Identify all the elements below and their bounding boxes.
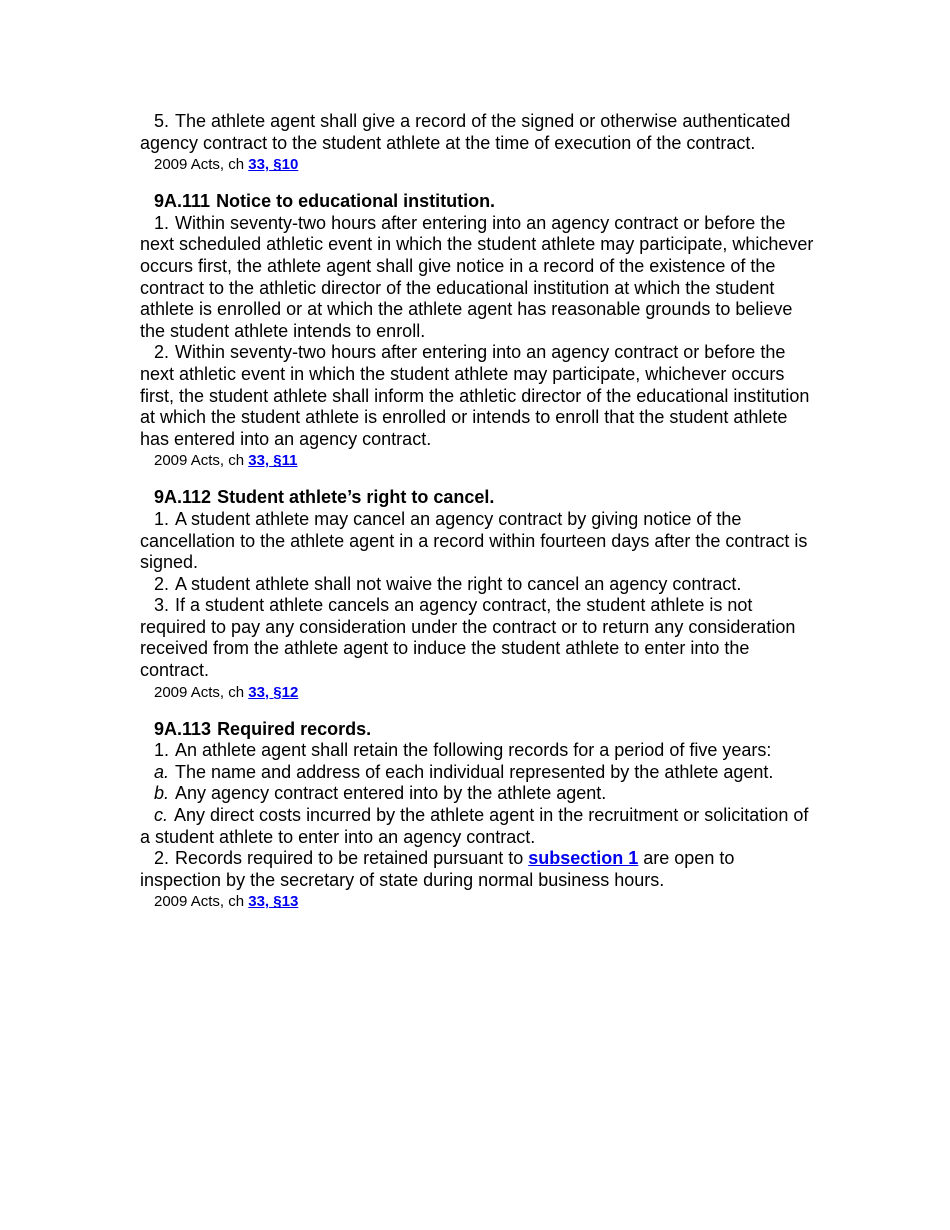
history-note (140, 893, 820, 911)
paragraph (140, 111, 820, 154)
section-heading (140, 191, 820, 213)
paragraph-text-after: are open to inspection by the secretary of state during normal business hours. (140, 848, 735, 890)
section-title: Student athlete’s right to cancel. (217, 487, 495, 508)
paragraph-number: 2. (154, 573, 170, 594)
paragraph-text: The athlete agent shall give a record of the signed or otherwise authenticated agency contract to the student athlete at the time of execution of the contract. (140, 111, 791, 153)
history-link[interactable]: 33, §12 (248, 683, 299, 701)
history-prefix: 2009 Acts, ch (154, 452, 249, 470)
paragraph-number: 1. (154, 508, 170, 529)
paragraph (140, 740, 820, 762)
history-link[interactable]: 33, §10 (248, 156, 299, 174)
paragraph (140, 574, 820, 596)
section-title: Required records. (217, 718, 372, 739)
paragraph (140, 783, 820, 805)
history-prefix: 2009 Acts, ch (154, 683, 249, 701)
section-heading (140, 487, 820, 509)
statute-page (140, 111, 820, 911)
section-number: 9A.113 (154, 718, 212, 739)
paragraph (140, 213, 820, 343)
paragraph-letter: c. (154, 805, 169, 826)
section-title: Notice to educational institution. (216, 191, 496, 212)
paragraph (140, 762, 820, 784)
paragraph (140, 509, 820, 574)
section-number: 9A.112 (154, 487, 212, 508)
paragraph-text: An athlete agent shall retain the following records for a period of five years: (175, 740, 772, 761)
paragraph (140, 595, 820, 681)
history-prefix: 2009 Acts, ch (154, 156, 249, 174)
paragraph (140, 848, 820, 891)
history-prefix: 2009 Acts, ch (154, 893, 249, 911)
history-link[interactable]: 33, §11 (248, 452, 298, 470)
paragraph-number: 2. (154, 342, 170, 363)
paragraph-text: Any direct costs incurred by the athlete agent in the recruitment or solicitation of a student athlete to enter into an agency contract. (140, 805, 809, 847)
paragraph-text: The name and address of each individual represented by the athlete agent. (175, 761, 774, 782)
paragraph (140, 805, 820, 848)
history-note (140, 156, 820, 174)
history-note (140, 684, 820, 702)
paragraph-number: 5. (154, 111, 170, 131)
paragraph-text: Any agency contract entered into by the athlete agent. (175, 783, 607, 804)
paragraph-number: 3. (154, 595, 170, 616)
paragraph-text: Within seventy-two hours after entering into an agency contract or before the next scheduled athletic event in which the student athlete may participate, whichever occurs first, the athlete agent shall give notice in a record of the existence of the contract to the athletic director of the educational institution at which the student athlete is enrolled or at which the athlete agent has reasonable grounds to believe the student athlete intends to enroll. (140, 212, 814, 341)
paragraph-text: If a student athlete cancels an agency contract, the student athlete is not required to pay any consideration under the contract or to return any consideration received from the athlete agent to induce the student athlete to enter into the contract. (140, 595, 796, 681)
paragraph-number: 2. (154, 848, 170, 869)
paragraph-number: 1. (154, 740, 170, 761)
section-heading (140, 719, 820, 741)
paragraph-text: A student athlete may cancel an agency contract by giving notice of the cancellation to the athlete agent in a record within fourteen days after the contract is signed. (140, 508, 808, 573)
section-number: 9A.111 (154, 191, 211, 212)
paragraph-number: 1. (154, 212, 170, 233)
history-note (140, 452, 820, 470)
paragraph-text: A student athlete shall not waive the right to cancel an agency contract. (175, 573, 742, 594)
paragraph (140, 342, 820, 450)
paragraph-letter: b. (154, 783, 170, 804)
paragraph-letter: a. (154, 761, 170, 782)
paragraph-text-before: Records required to be retained pursuant to (175, 848, 529, 869)
subsection-link[interactable]: subsection 1 (528, 848, 639, 869)
paragraph-text: Within seventy-two hours after entering into an agency contract or before the next athletic event in which the student athlete may participate, whichever occurs first, the student athlete shall inform the athletic director of the educational institution at which the student athlete is enrolled or intends to enroll that the student athlete has entered into an agency contract. (140, 342, 810, 449)
history-link[interactable]: 33, §13 (248, 893, 299, 911)
